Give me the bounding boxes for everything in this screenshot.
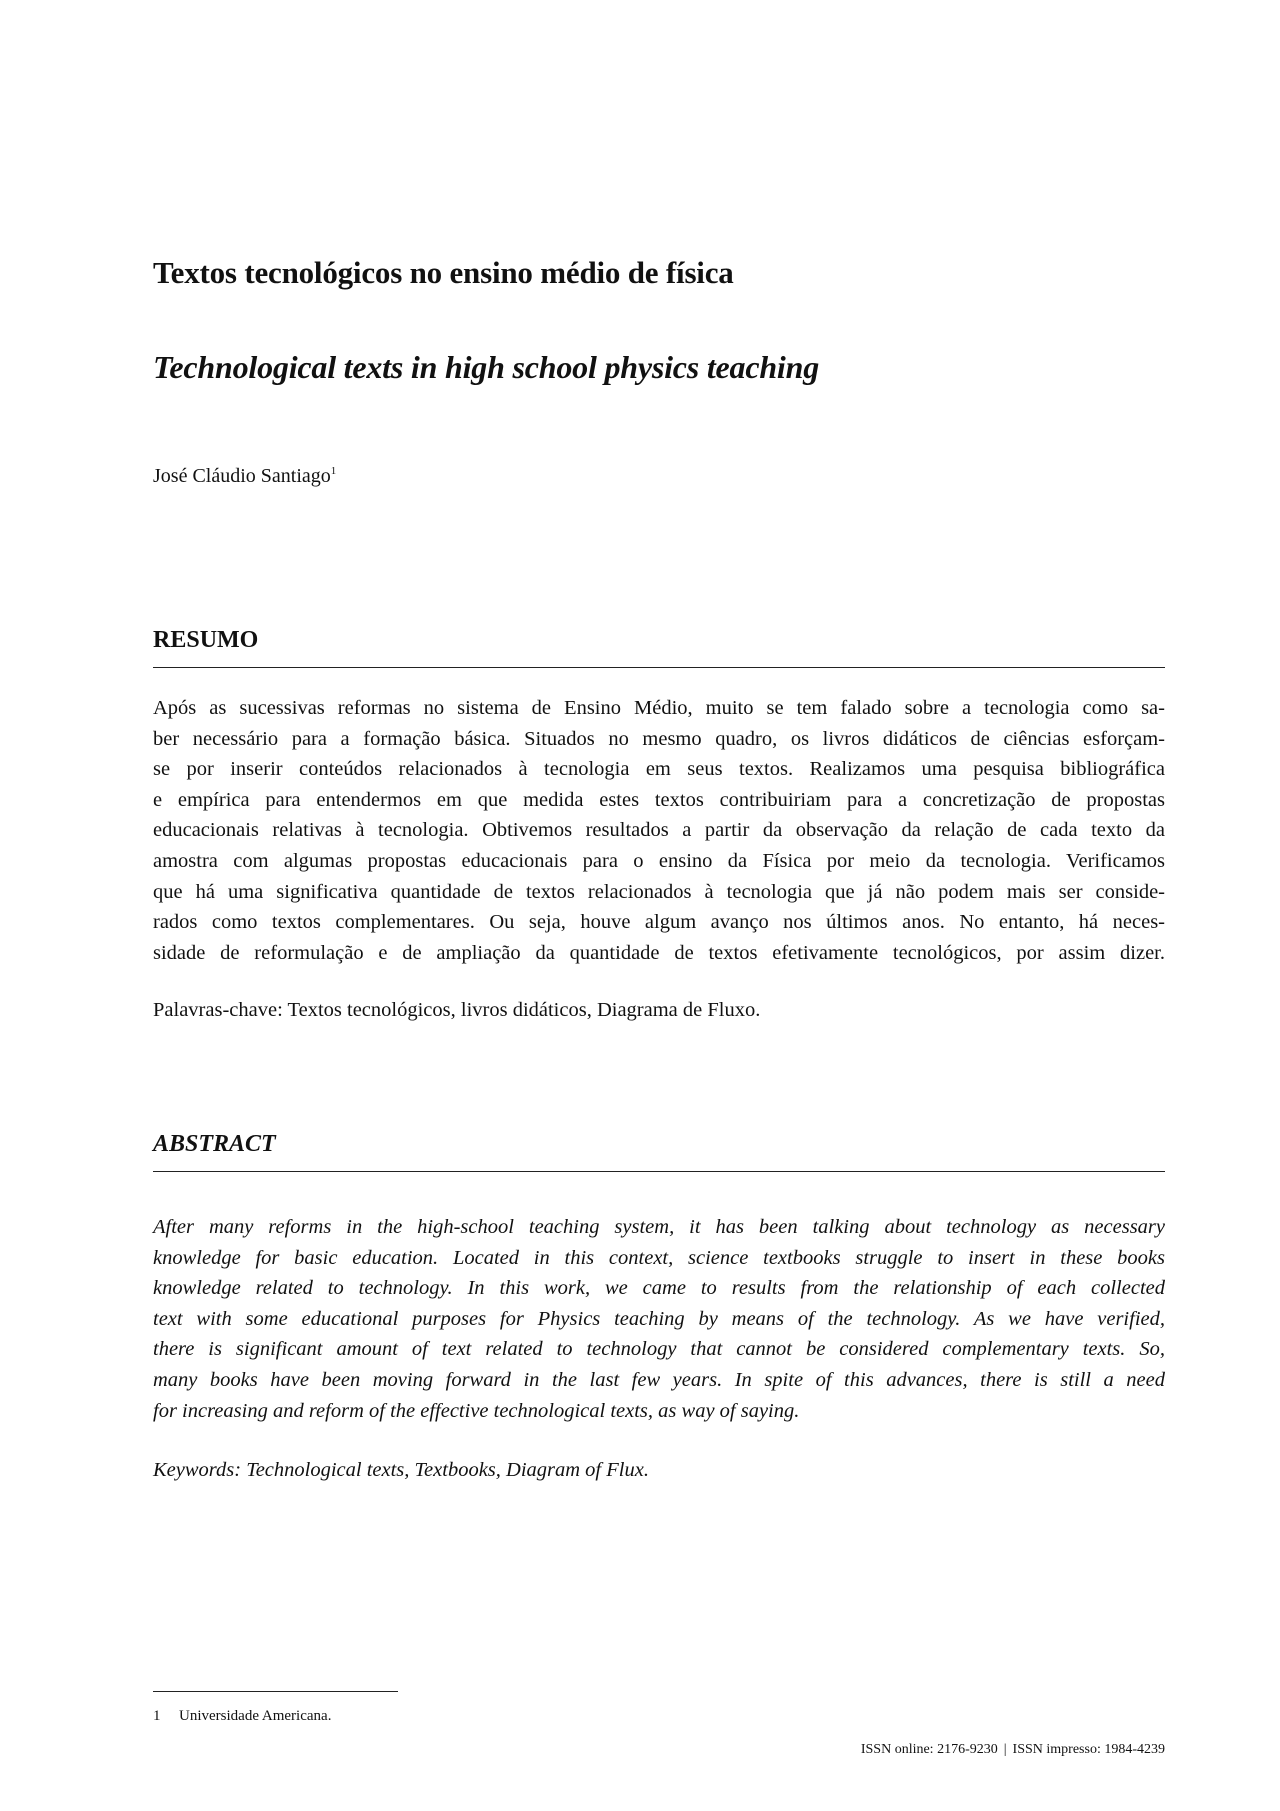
issn-separator: |: [1003, 1742, 1007, 1757]
resumo-line: se por inserir conteúdos relacionados à tecnologia em seus textos. Realizamos uma pesquisa bibliográfica: [153, 758, 1165, 781]
footnote: [153, 1706, 331, 1726]
abstract-line: many books have been moving forward in the last few years. In spite of this advances, there is still a need: [153, 1368, 1165, 1391]
resumo-line: Após as sucessivas reformas no sistema de Ensino Médio, muito se tem falado sobre a tecnologia como sa-: [153, 697, 1165, 719]
abstract-line: for increasing and reform of the effective technological texts, as way of saying.: [153, 1399, 800, 1422]
resumo-heading: RESUMO: [153, 623, 1165, 668]
resumo-line: amostra com algumas propostas educacionais para o ensino da Física por meio da tecnologia. Verificamos: [153, 849, 1165, 872]
title-english: Technological texts in high school physics teaching: [153, 349, 820, 385]
issn-footer: [861, 1740, 1165, 1760]
resumo-line: e empírica para entendermos em que medida estes textos contribuiriam para a concretização de propostas: [153, 788, 1165, 811]
title-portuguese: Textos tecnológicos no ensino médio de física: [153, 255, 734, 290]
abstract-line: there is significant amount of text related to technology that cannot be considered complementary texts. So,: [153, 1338, 1165, 1361]
abstract-line: After many reforms in the high-school teaching system, it has been talking about technology as necessary: [153, 1216, 1165, 1238]
resumo-line: educacionais relativas à tecnologia. Obtivemos resultados a partir da observação da relação de cada texto da: [153, 819, 1165, 842]
keywords: Keywords: Technological texts, Textbooks, Diagram of Flux.: [153, 1459, 649, 1481]
resumo-line: rados como textos complementares. Ou seja, houve algum avanço nos últimos anos. No entanto, há neces-: [153, 911, 1165, 934]
issn-online: ISSN online: 2176-9230: [860, 1742, 998, 1757]
author-line: [153, 461, 1165, 491]
footnote-rule: [153, 1691, 398, 1692]
palavras-chave: Palavras-chave: Textos tecnológicos, livros didáticos, Diagrama de Fluxo.: [153, 999, 761, 1021]
issn-print: ISSN impresso: 1984-4239: [1012, 1742, 1165, 1757]
abstract-line: knowledge for basic education. Located in this context, science textbooks struggle to insert in these books: [153, 1246, 1165, 1269]
abstract-paragraph: [153, 1212, 1165, 1426]
footnote-text: Universidade Americana.: [179, 1708, 332, 1724]
author-footnote-ref: 1: [330, 465, 337, 477]
resumo-line: que há uma significativa quantidade de textos relacionados à tecnologia que já não podem mais ser conside-: [153, 880, 1165, 903]
author-name: José Cláudio Santiago: [153, 465, 331, 487]
resumo-line: ber necessário para a formação básica. Situados no mesmo quadro, os livros didáticos de ciências esforçam-: [153, 727, 1165, 750]
abstract-line: knowledge related to technology. In this work, we came to results from the relationship of each collected: [153, 1277, 1165, 1300]
abstract-line: text with some educational purposes for Physics teaching by means of the technology. As we have verified,: [153, 1307, 1165, 1330]
resumo-paragraph: [153, 693, 1165, 968]
resumo-line: sidade de reformulação e de ampliação da quantidade de textos efetivamente tecnológicos, por assim dizer.: [153, 941, 1165, 964]
footnote-number: 1: [153, 1708, 161, 1724]
abstract-heading: ABSTRACT: [153, 1127, 1165, 1172]
